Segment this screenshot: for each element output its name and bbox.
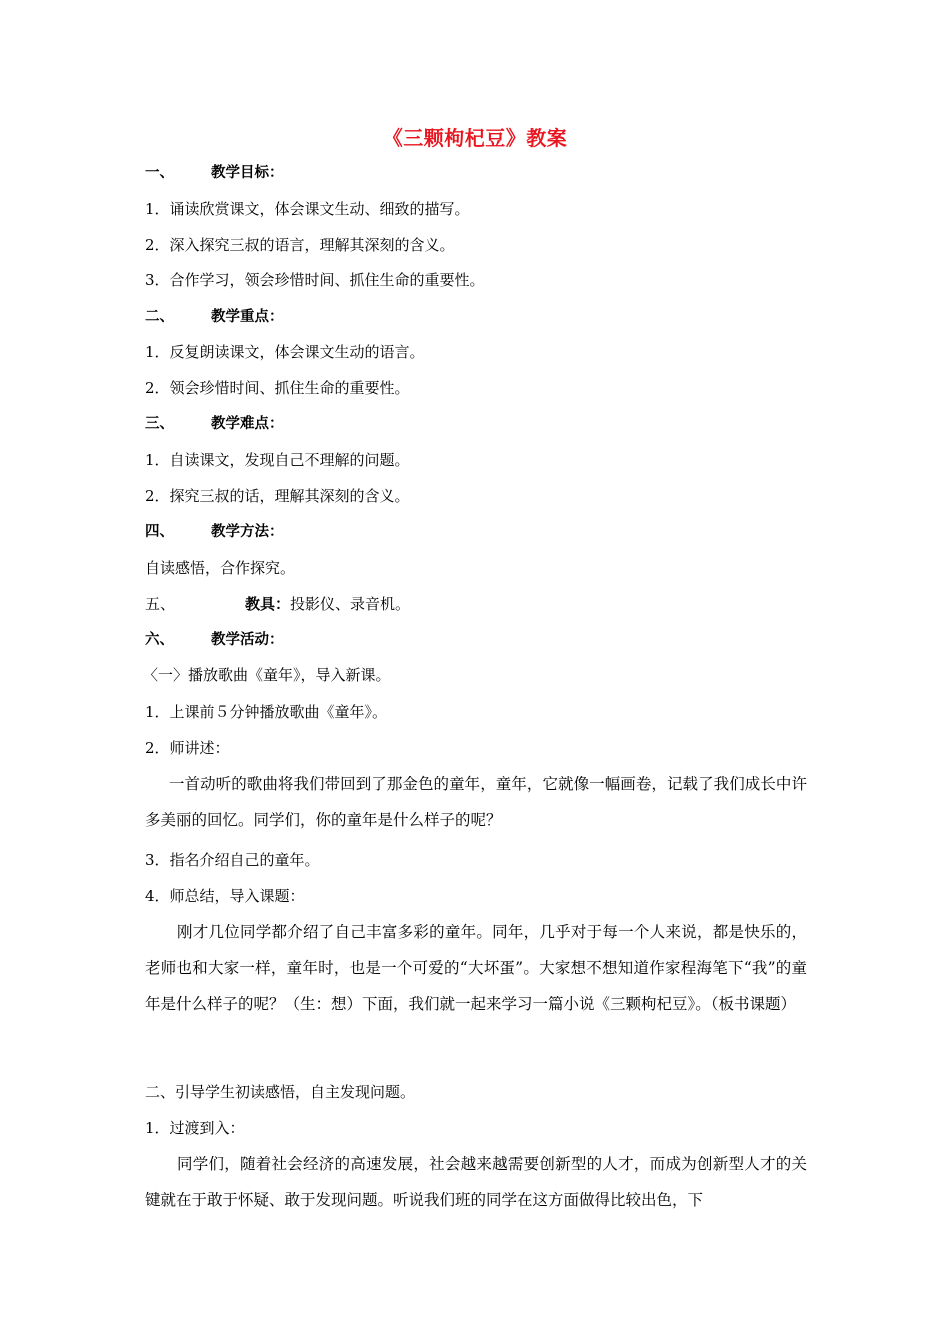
section-label: 教具：: [245, 595, 291, 613]
paragraph: 一首动听的歌曲将我们带回到了那金色的童年，童年，它就像一幅画卷，记载了我们成长中许多美丽的回忆。同学们，你的童年是什么样子的呢？: [145, 775, 807, 829]
paragraph: 刚才几位同学都介绍了自己丰富多彩的童年。同年，几乎对于每一个人来说，都是快乐的，老师也和大家一样，童年时，也是一个可爱的“大坏蛋”。大家想不想知道作家程海笔下“我”的童年是什么样子的呢？（生：想）下面，我们就一起来学习一篇小说《三颗枸杞豆》。（板书课题）: [145, 923, 807, 1013]
list-item: 2．领会珍惜时间、抓住生命的重要性。: [145, 379, 410, 397]
section-number: 三、: [145, 416, 174, 432]
section-number: 六、: [145, 632, 174, 648]
section-text: 投影仪、录音机。: [290, 595, 411, 613]
section-heading-activities: [145, 630, 284, 650]
list-item: 2．师讲述：: [145, 739, 230, 757]
list-item: 自读感悟，合作探究。: [145, 559, 296, 577]
section-heading-difficulties: [145, 414, 284, 434]
section-number: 二、: [145, 309, 174, 325]
list-item: 3．合作学习，领会珍惜时间、抓住生命的重要性。: [145, 271, 485, 289]
section-number: 四、: [145, 524, 174, 540]
list-item: 4．师总结，导入课题：: [145, 887, 305, 905]
list-item: 2．探究三叔的话，理解其深刻的含义。: [145, 487, 410, 505]
list-item: 1．反复朗读课文，体会课文生动的语言。: [145, 343, 425, 361]
section-number: 五、: [145, 595, 176, 613]
section-heading-tools: [145, 594, 410, 614]
activity-heading: 二、引导学生初读感悟，自主发现问题。: [145, 1083, 416, 1101]
list-item: 1．过渡到入：: [145, 1119, 245, 1137]
section-number: 一、: [145, 165, 174, 181]
section-heading-objectives: [145, 163, 284, 183]
list-item: 1．自读课文，发现自己不理解的问题。: [145, 451, 410, 469]
section-title: 教学重点：: [211, 309, 284, 325]
list-item: 2．深入探究三叔的语言，理解其深刻的含义。: [145, 236, 455, 254]
section-title: 教学难点：: [211, 416, 284, 432]
list-item: 3．指名介绍自己的童年。: [145, 851, 320, 869]
paragraph: 同学们，随着社会经济的高速发展，社会越来越需要创新型的人才，而成为创新型人才的关键就在于敢于怀疑、敢于发现问题。听说我们班的同学在这方面做得比较出色，下: [145, 1155, 807, 1209]
list-item: 1．诵读欣赏课文，体会课文生动、细致的描写。: [145, 200, 470, 218]
document-title: 《三颗枸杞豆》教案: [382, 126, 568, 150]
section-heading-methods: [145, 522, 284, 542]
list-item: 1．上课前５分钟播放歌曲《童年》。: [145, 703, 388, 721]
section-title: 教学目标：: [211, 165, 284, 181]
section-title: 教学方法：: [211, 524, 284, 540]
section-heading-key-points: [145, 307, 284, 327]
activity-heading: 〈一〉播放歌曲《童年》，导入新课。: [143, 666, 391, 684]
section-title: 教学活动：: [211, 632, 284, 648]
